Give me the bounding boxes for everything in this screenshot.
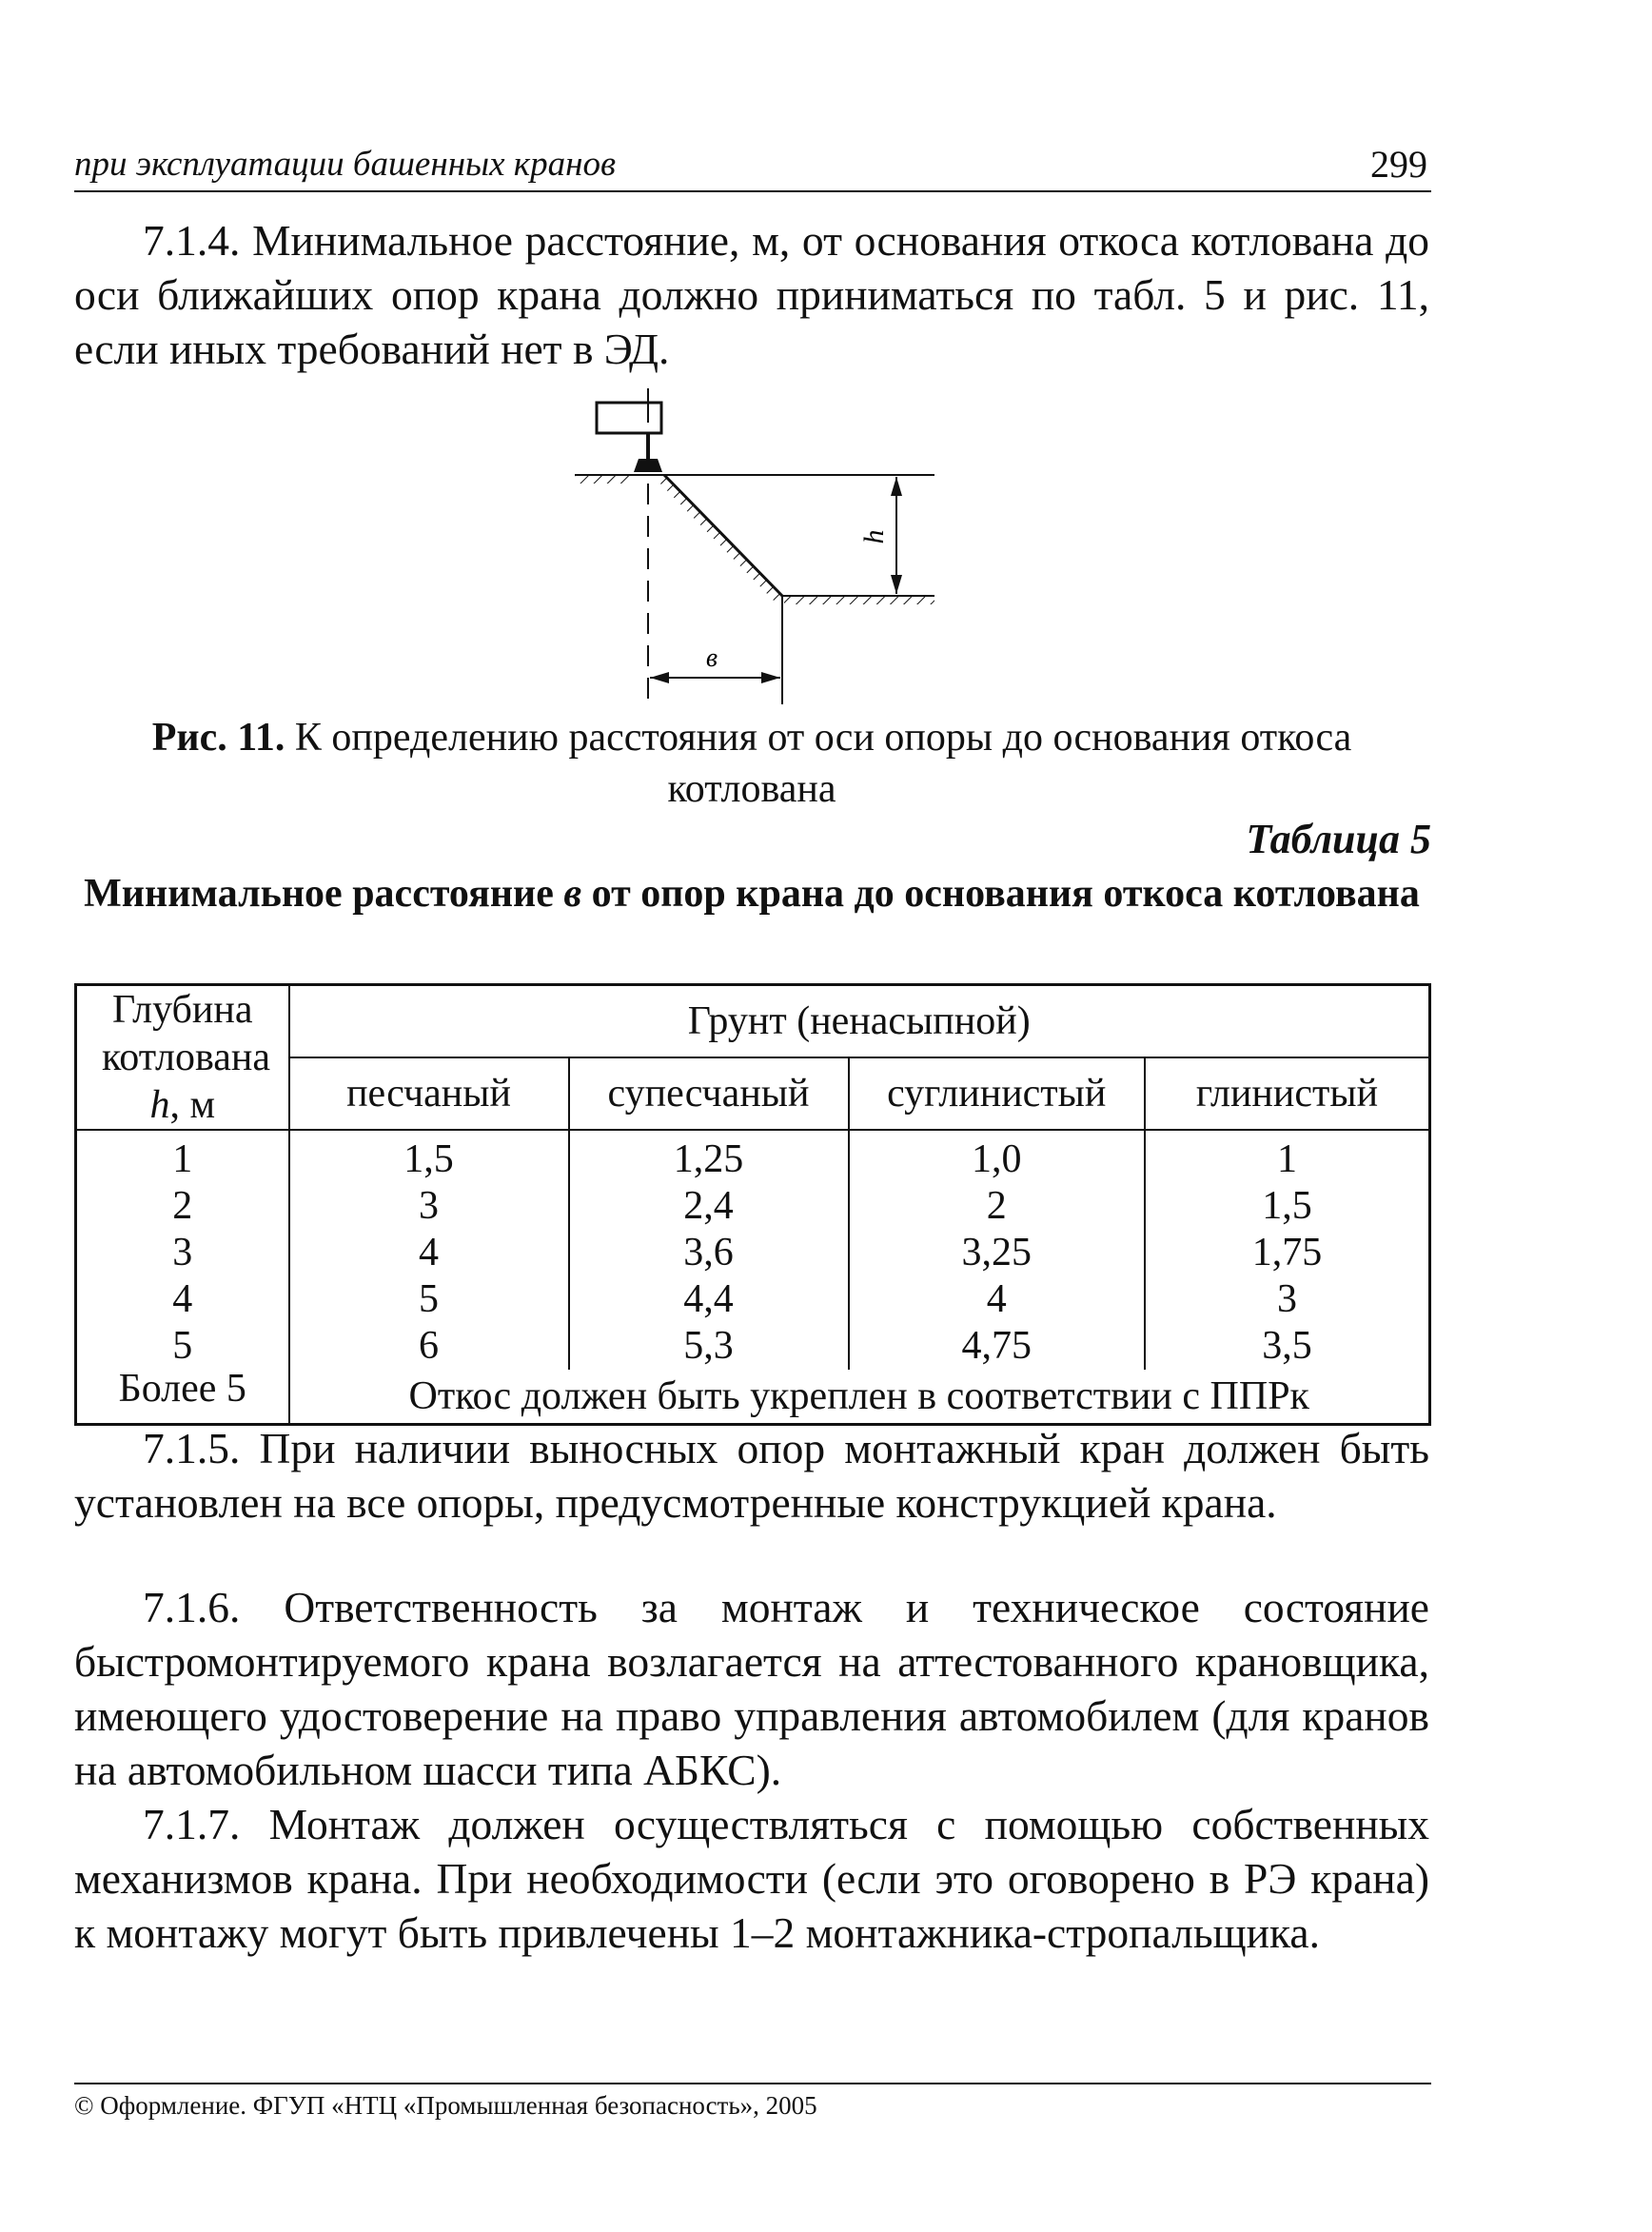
- distance-table: [74, 983, 1431, 1426]
- page-number: 299: [1370, 143, 1427, 186]
- header-soil-type: суглинистый: [849, 1057, 1145, 1130]
- dimension-h-arrow-top: [891, 477, 902, 496]
- table-title: [74, 868, 1429, 919]
- table-cell: 5: [76, 1323, 289, 1370]
- figure-caption-text: К определению расстояния от оси опоры до основания откоса котлована: [294, 716, 1352, 811]
- paragraph-7-1-7: 7.1.7. Монтаж должен осуществляться с помощью собственных механизмов крана. При необходимости (если это оговорено в РЭ крана) к монтажу могут быть привлечены 1–2 монтажника-стропальщика.: [74, 1800, 1429, 1957]
- dimension-h-label: h: [858, 529, 890, 544]
- table-cell: 2: [76, 1183, 289, 1230]
- running-header-title: при эксплуатации башенных кранов: [74, 145, 617, 184]
- table-cell: 2,4: [569, 1183, 849, 1230]
- slope-hatch: [659, 475, 782, 602]
- dimension-b-label: в: [705, 643, 718, 673]
- table-cell: 1,5: [289, 1130, 569, 1183]
- table-cell: 2: [849, 1183, 1145, 1230]
- table-cell: 4: [289, 1230, 569, 1276]
- table-cell: 1,0: [849, 1130, 1145, 1183]
- support-footing: [634, 459, 662, 472]
- dimension-h-arrow-bottom: [891, 575, 902, 594]
- paragraph-7-1-5: 7.1.5. При наличии выносных опор монтажный кран должен быть установлен на все опоры, предусмотренные конструкцией крана.: [74, 1424, 1429, 1527]
- table-cell: 4,4: [569, 1276, 849, 1323]
- table-cell: 4: [76, 1276, 289, 1323]
- header-soil-type: песчаный: [289, 1057, 569, 1130]
- dimension-b-arrow-left: [650, 672, 669, 683]
- depth-variable-h: h: [149, 1083, 170, 1127]
- running-header: [74, 141, 1431, 192]
- table-cell: 5: [289, 1276, 569, 1323]
- table-row: [76, 1230, 1430, 1276]
- table-cell-note: Откос должен быть укреплен в соответствии с ППРк: [289, 1370, 1430, 1425]
- header-soil-type: супесчаный: [569, 1057, 849, 1130]
- table-row-note: [76, 1370, 1430, 1425]
- paragraph-7-1-4: 7.1.4. Минимальное расстояние, м, от основания откоса котлована до оси ближайших опор крана должно приниматься по табл. 5 и рис. 11, если иных требований нет в ЭД.: [74, 216, 1429, 373]
- table-title-part-2: от опор крана до основания откоса котлована: [581, 872, 1420, 916]
- dimension-b-arrow-right: [761, 672, 780, 683]
- table-label: Таблица 5: [1246, 816, 1431, 862]
- figure-excavation-slope: [561, 381, 961, 714]
- table-cell: 1,25: [569, 1130, 849, 1183]
- table-cell: 3: [289, 1183, 569, 1230]
- table-cell: 3,25: [849, 1230, 1145, 1276]
- table-row: [76, 1276, 1430, 1323]
- figure-caption: [74, 712, 1429, 815]
- table-cell: 1,5: [1145, 1183, 1430, 1230]
- header-soil-type: глинистый: [1145, 1057, 1430, 1130]
- table-cell: 3,5: [1145, 1323, 1430, 1370]
- header-depth: Глубина котлована h, м: [76, 985, 289, 1131]
- crane-beam: [597, 403, 661, 433]
- figure-caption-prefix: Рис. 11.: [151, 716, 285, 760]
- footer-rule: [74, 2083, 1431, 2084]
- table-cell-depth-over-5: Более 5: [76, 1370, 289, 1425]
- ground-hatch-bottom: [784, 597, 934, 604]
- table-cell: 3: [76, 1230, 289, 1276]
- ground-hatch-top: [575, 476, 630, 484]
- paragraph-7-1-6: 7.1.6. Ответственность за монтаж и техническое состояние быстромонтируемого крана возлагается на аттестованного крановщика, имеющего удостоверение на право управления автомобилем (для кранов на автомобильном шасси типа АБКС).: [74, 1583, 1429, 1794]
- slope-diagram: [561, 381, 961, 714]
- table-cell: 5,3: [569, 1323, 849, 1370]
- table-title-part-1: Минимальное расстояние: [84, 872, 564, 916]
- table-cell: 1: [76, 1130, 289, 1183]
- header-soil: Грунт (ненасыпной): [289, 985, 1430, 1058]
- table-cell: 3,6: [569, 1230, 849, 1276]
- table-cell: 1: [1145, 1130, 1430, 1183]
- table-cell: 3: [1145, 1276, 1430, 1323]
- footer-copyright: © Оформление. ФГУП «НТЦ «Промышленная безопасность», 2005: [74, 2091, 817, 2120]
- table-cell: 4,75: [849, 1323, 1145, 1370]
- table-row: [76, 1183, 1430, 1230]
- table-cell: 4: [849, 1276, 1145, 1323]
- table-row: [76, 1130, 1430, 1183]
- table-cell: 6: [289, 1323, 569, 1370]
- table-cell: 1,75: [1145, 1230, 1430, 1276]
- table-title-variable: в: [563, 872, 582, 916]
- table-row: [76, 1323, 1430, 1370]
